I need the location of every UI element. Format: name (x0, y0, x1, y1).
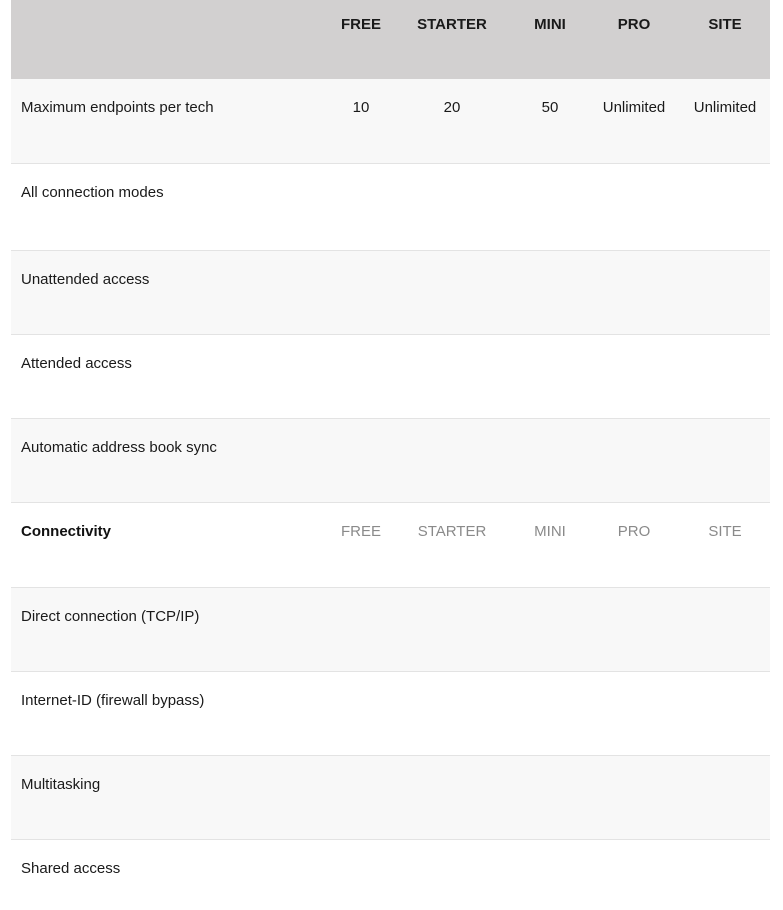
section-plan-free: FREE (340, 523, 382, 540)
value-site: Unlimited (693, 99, 757, 116)
table-row (11, 164, 770, 251)
feature-label: Attended access (21, 355, 132, 372)
plan-header-site: SITE (708, 16, 742, 33)
table-header-row (11, 0, 770, 79)
section-title: Connectivity (21, 523, 112, 540)
section-header-row (11, 503, 770, 588)
feature-label: Maximum endpoints per tech (21, 99, 214, 116)
section-plan-starter: STARTER (417, 523, 487, 540)
feature-label: Direct connection (TCP/IP) (21, 608, 200, 625)
table-row (11, 251, 770, 335)
section-plan-pro: PRO (617, 523, 651, 540)
value-starter: 20 (443, 99, 461, 116)
plan-header-pro: PRO (617, 16, 651, 33)
value-mini: 50 (541, 99, 559, 116)
value-pro: Unlimited (602, 99, 666, 116)
table-row (11, 335, 770, 419)
table-row (11, 79, 770, 164)
plan-header-free: FREE (340, 16, 382, 33)
table-row (11, 840, 770, 910)
feature-label: All connection modes (21, 184, 164, 201)
table-row (11, 419, 770, 503)
plan-header-mini: MINI (534, 16, 566, 33)
feature-label: Unattended access (21, 271, 150, 288)
section-plan-mini: MINI (534, 523, 566, 540)
feature-label: Automatic address book sync (21, 439, 217, 456)
feature-label: Shared access (21, 860, 121, 877)
table-row (11, 756, 770, 840)
plan-comparison-table (11, 0, 770, 910)
feature-label: Multitasking (21, 776, 101, 793)
value-free: 10 (352, 99, 370, 116)
feature-label: Internet-ID (firewall bypass) (21, 692, 205, 709)
section-plan-site: SITE (708, 523, 742, 540)
table-row (11, 672, 770, 756)
plan-header-starter: STARTER (417, 16, 487, 33)
table-row (11, 588, 770, 672)
